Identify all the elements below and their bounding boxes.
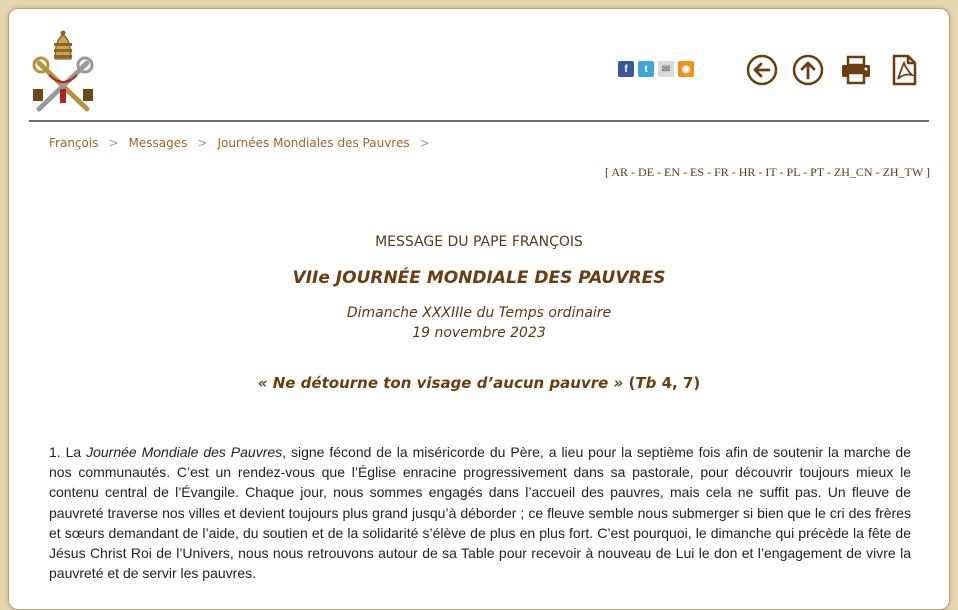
lang-link-zh_cn[interactable]: ZH_CN [833,165,873,179]
rss-icon[interactable]: ◉ [678,61,694,77]
lang-separator: - [800,165,811,179]
top-icon[interactable] [791,53,825,87]
back-icon[interactable] [745,53,779,87]
breadcrumb-link-journees[interactable]: Journées Mondiales des Pauvres [217,136,410,150]
document-paragraph-1 [49,442,911,583]
document-date-line-2: 19 novembre 2023 [412,325,546,341]
print-icon[interactable] [839,53,873,87]
breadcrumb [49,136,440,150]
lang-separator: - [872,165,883,179]
para-em: Journée Mondiale des Pauvres [86,444,283,460]
lang-separator: - [755,165,766,179]
document-quote [9,374,949,392]
document-date-line-1: Dimanche XXXIIIe du Temps ordinaire [346,305,612,321]
header-divider [29,120,929,122]
lang-link-hr[interactable]: HR [738,165,756,179]
breadcrumb-separator: > [419,136,430,150]
quote-ref-book: Tb [635,374,657,392]
breadcrumb-link-francois[interactable]: François [49,136,99,150]
lang-separator: - [704,165,715,179]
lang-link-zh_tw[interactable]: ZH_TW [882,165,923,179]
facebook-icon[interactable]: f [618,61,634,77]
lang-separator: - [628,165,639,179]
lang-separator: - [728,165,739,179]
breadcrumb-separator: > [197,136,208,150]
document-kicker: MESSAGE DU PAPE FRANÇOIS [375,234,583,250]
papal-coat-of-arms-logo[interactable] [29,29,97,113]
para-start: 1. La [49,444,87,460]
lang-link-pt[interactable]: PT [810,165,824,179]
lang-link-it[interactable]: IT [765,165,777,179]
lang-link-ar[interactable]: AR [611,165,629,179]
lang-bracket-close: ] [926,165,930,179]
lang-link-de[interactable]: DE [638,165,655,179]
lang-link-fr[interactable]: FR [714,165,729,179]
quote-ref-rest: 4, 7) [656,374,701,392]
lang-separator: - [654,165,665,179]
breadcrumb-link-messages[interactable]: Messages [128,136,188,150]
page-container [8,8,950,610]
language-selector [605,165,930,180]
lang-separator: - [776,165,787,179]
lang-bracket-open: [ [605,165,610,179]
para-rest: , signe fécond de la miséricorde du Père, a lieu pour la septième fois afin de soutenir la marche de nos communautés. C’est un rendez-vous que l’Église enracine progressivement dans sa pastorale, pour découvrir toujours mieux le contenu central de l’Évangile. Chaque jour, nous sommes engagés dans l’accueil des pauvres, mais cela ne suffit pas. Un fleuve de pauvreté traverse nos villes et devient toujours plus grand jusqu’à déborder ; ce fleuve semble nous submerger si bien que le cri des frères et sœurs demandant de l’aide, du soutien et de la solidarité s’élève de plus en plus fort. C’est pourquoi, le dimanche qui précède la fête de Jésus Christ Roi de l’Univers, nous nous retrouvons autour de sa Table pour recevoir à nouveau de Lui le don et l’engagement de vivre la pauvreté et de servir les pauvres. [49,444,911,582]
breadcrumb-separator: > [108,136,119,150]
pdf-icon[interactable] [887,53,921,87]
email-icon[interactable]: ✉ [658,61,674,77]
lang-separator: - [823,165,834,179]
lang-separator: - [680,165,691,179]
header [9,9,949,121]
lang-link-pl[interactable]: PL [786,165,801,179]
twitter-icon[interactable]: t [638,61,654,77]
lang-link-en[interactable]: EN [664,165,681,179]
quote-text: « Ne détourne ton visage d’aucun pauvre » [257,374,624,392]
document-title: VIIe JOURNÉE MONDIALE DES PAUVRES [292,268,666,288]
social-share-bar [618,61,694,77]
lang-link-es[interactable]: ES [690,165,705,179]
quote-ref-open: ( [623,374,636,392]
